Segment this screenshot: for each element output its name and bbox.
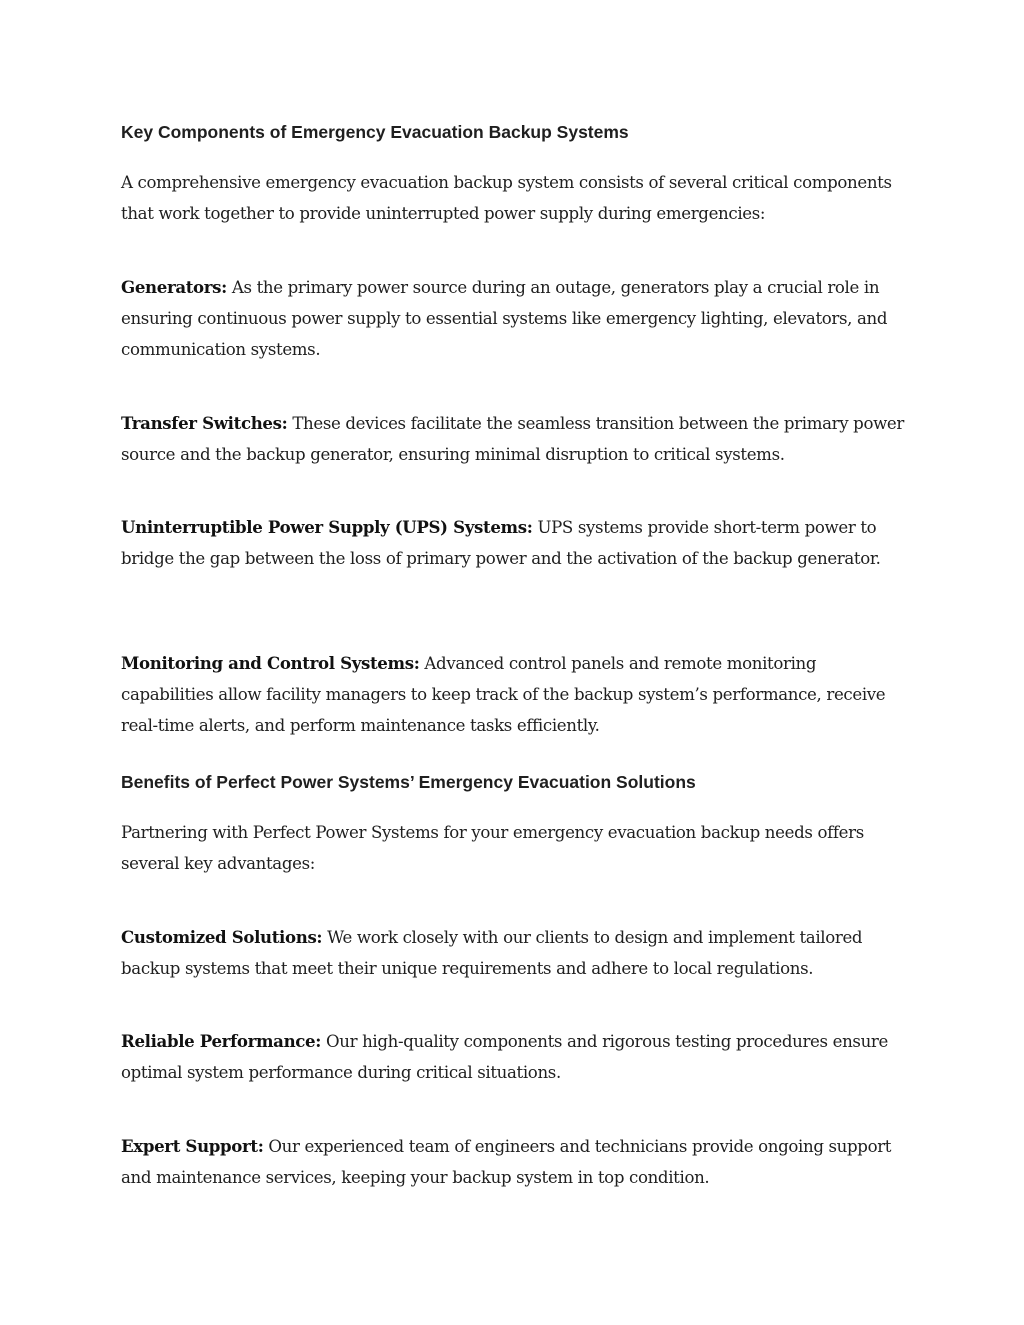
section-heading-key-components: Key Components of Emergency Evacuation Backup Systems xyxy=(121,122,629,142)
item-term: Uninterruptible Power Supply (UPS) Systems: xyxy=(121,517,533,537)
section-intro-benefits: Partnering with Perfect Power Systems for your emergency evacuation backup needs offers several key advantages: xyxy=(121,823,864,873)
item-term: Customized Solutions: xyxy=(121,927,323,947)
item-reliable-performance xyxy=(121,1026,911,1088)
item-term: Monitoring and Control Systems: xyxy=(121,653,420,673)
item-expert-support xyxy=(121,1131,911,1193)
item-text: Advanced control panels and remote monitoring capabilities allow facility managers to keep track of the backup system’s performance, receive real-time alerts, and perform maintenance tasks efficiently. xyxy=(121,654,886,735)
item-customized-solutions xyxy=(121,922,911,984)
item-term: Reliable Performance: xyxy=(121,1031,322,1051)
item-text: These devices facilitate the seamless transition between the primary power source and the backup generator, ensuring minimal disruption to critical systems. xyxy=(121,414,904,464)
item-transfer-switches xyxy=(121,408,911,470)
item-text: Our high-quality components and rigorous testing procedures ensure optimal system performance during critical situations. xyxy=(121,1032,888,1082)
item-text: Our experienced team of engineers and technicians provide ongoing support and maintenance services, keeping your backup system in top condition. xyxy=(121,1137,892,1187)
item-text: UPS systems provide short-term power to bridge the gap between the loss of primary power and the activation of the backup generator. xyxy=(121,518,881,568)
item-term: Generators: xyxy=(121,277,227,297)
section-heading-benefits: Benefits of Perfect Power Systems’ Emergency Evacuation Solutions xyxy=(121,772,696,792)
item-text: As the primary power source during an outage, generators play a crucial role in ensuring continuous power supply to essential systems like emergency lighting, elevators, and communication systems. xyxy=(121,278,888,359)
section-intro-key-components: A comprehensive emergency evacuation backup system consists of several critical components that work together to provide uninterrupted power supply during emergencies: xyxy=(121,173,892,223)
item-text: We work closely with our clients to design and implement tailored backup systems that meet their unique requirements and adhere to local regulations. xyxy=(121,928,863,978)
item-term: Transfer Switches: xyxy=(121,413,288,433)
item-generators xyxy=(121,272,911,365)
item-monitoring-control xyxy=(121,648,911,741)
item-ups-systems xyxy=(121,512,911,574)
item-term: Expert Support: xyxy=(121,1136,264,1156)
